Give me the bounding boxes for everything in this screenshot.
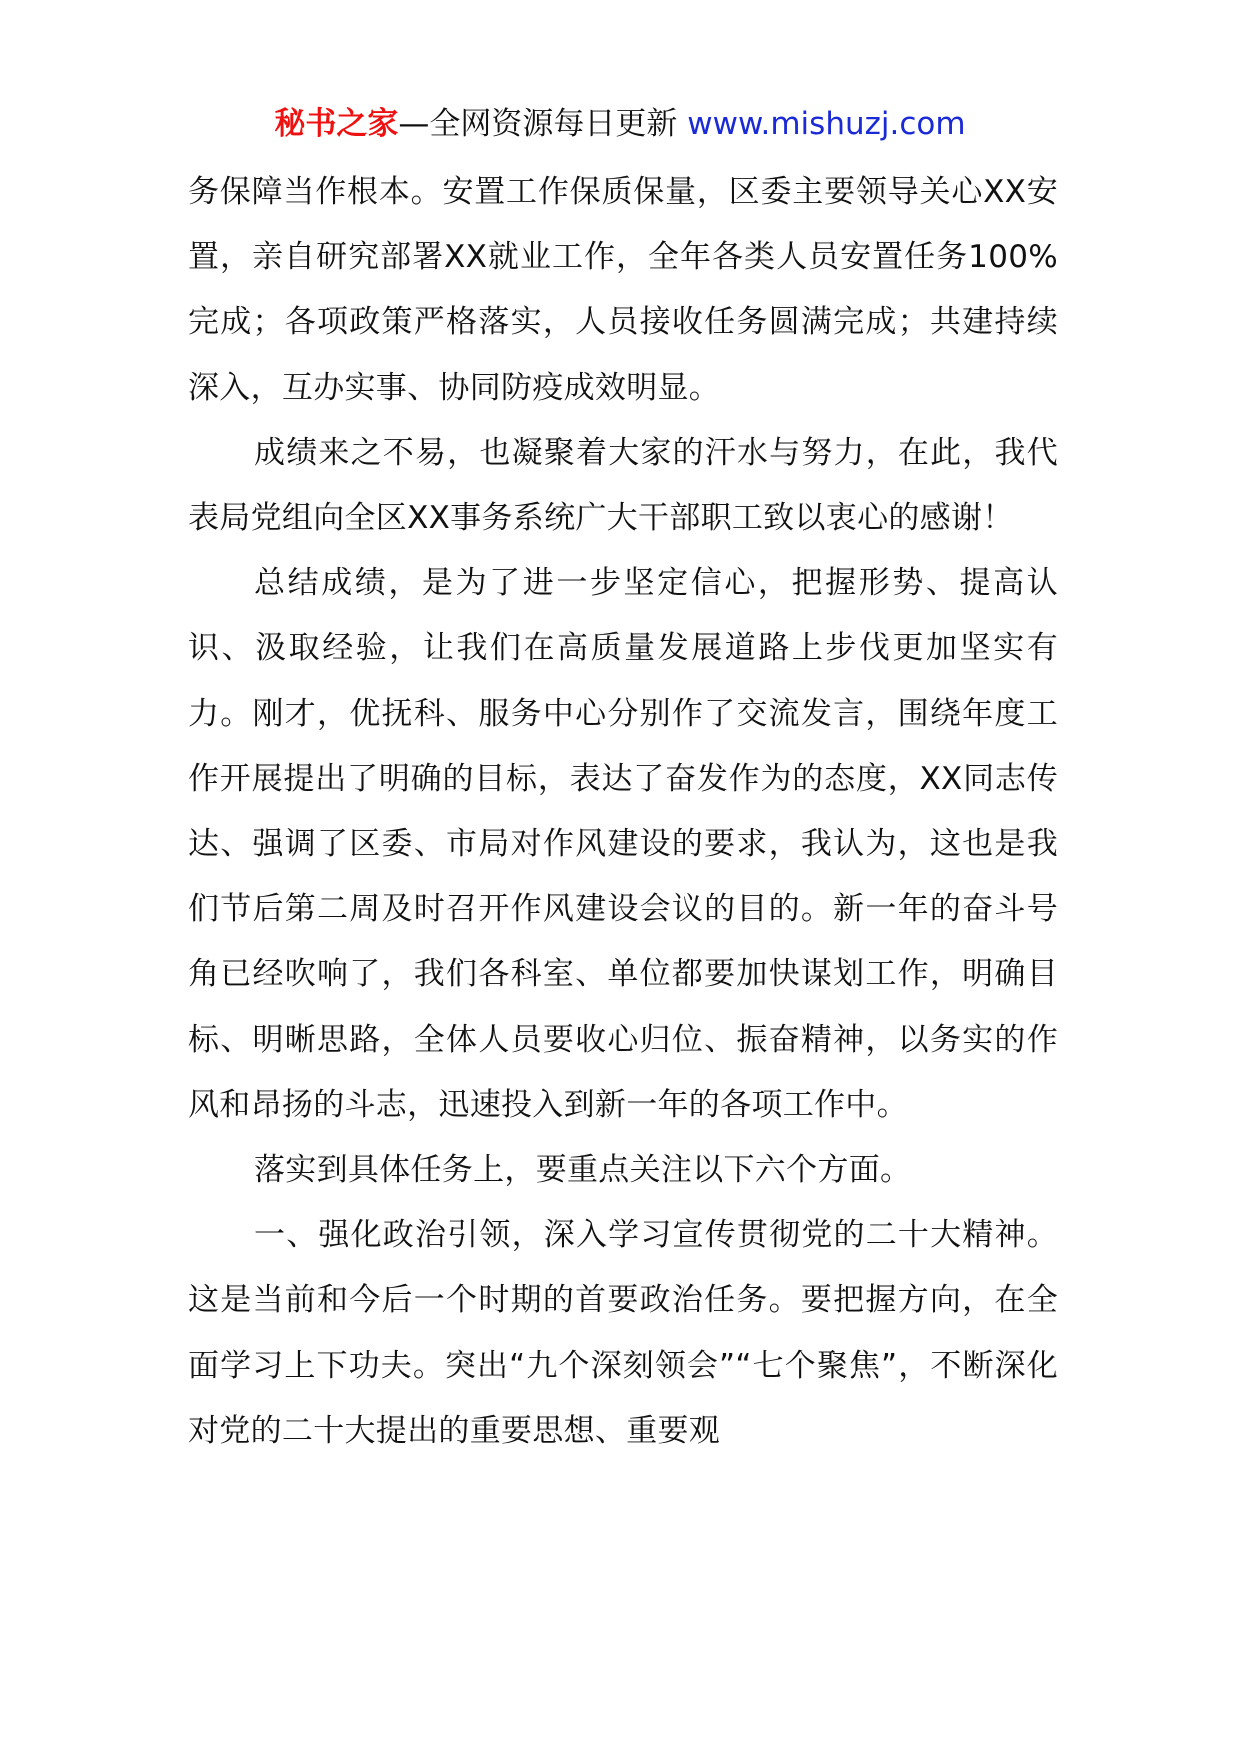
- paragraph-tasks-intro: 落实到具体任务上，要重点关注以下六个方面。: [254, 1152, 912, 1189]
- paragraph-summary: 总结成绩，是为了进一步坚定信心，把握形势、提高认识、汲取经验，让我们在高质量发展道路上步伐更加坚实有力。刚才，优抚科、服务中心分别作了交流发言，围绕年度工作开展提出了明确的目标，表达了奋发作为的态度，XX同志传达、强调了区委、市局对作风建设的要求，我认为，这也是我们节后第二周及时召开作风建设会议的目的。新一年的奋斗号角已经吹响了，我们各科室、单位都要加快谋划工作，明确目标、明晰思路，全体人员要收心归位、振奋精神，以务实的作风和昂扬的斗志，迅速投入到新一年的各项工作中。: [188, 565, 1058, 1123]
- paragraph-task-one: 一、强化政治引领，深入学习宣传贯彻党的二十大精神。这是当前和今后一个时期的首要政治任务。要把握方向，在全面学习上下功夫。突出“九个深刻领会”“七个聚焦”，不断深化对党的二十大提出的重要思想、重要观: [188, 1217, 1058, 1449]
- page-header: [0, 100, 1240, 148]
- paragraph-thanks: 成绩来之不易，也凝聚着大家的汗水与努力，在此，我代表局党组向全区XX事务系统广大干部职工致以衷心的感谢！: [188, 434, 1058, 537]
- header-tagline: —全网资源每日更新: [398, 106, 688, 142]
- brand-name: 秘书之家: [274, 106, 399, 142]
- paragraph-continuation: 务保障当作根本。安置工作保质保量，区委主要领导关心XX安置，亲自研究部署XX就业工作，全年各类人员安置任务100%完成；各项政策严格落实，人员接收任务圆满完成；共建持续深入，互办实事、协同防疫成效明显。: [188, 174, 1058, 406]
- document-body: [188, 160, 1058, 1464]
- site-url[interactable]: www.mishuzj.com: [687, 106, 966, 142]
